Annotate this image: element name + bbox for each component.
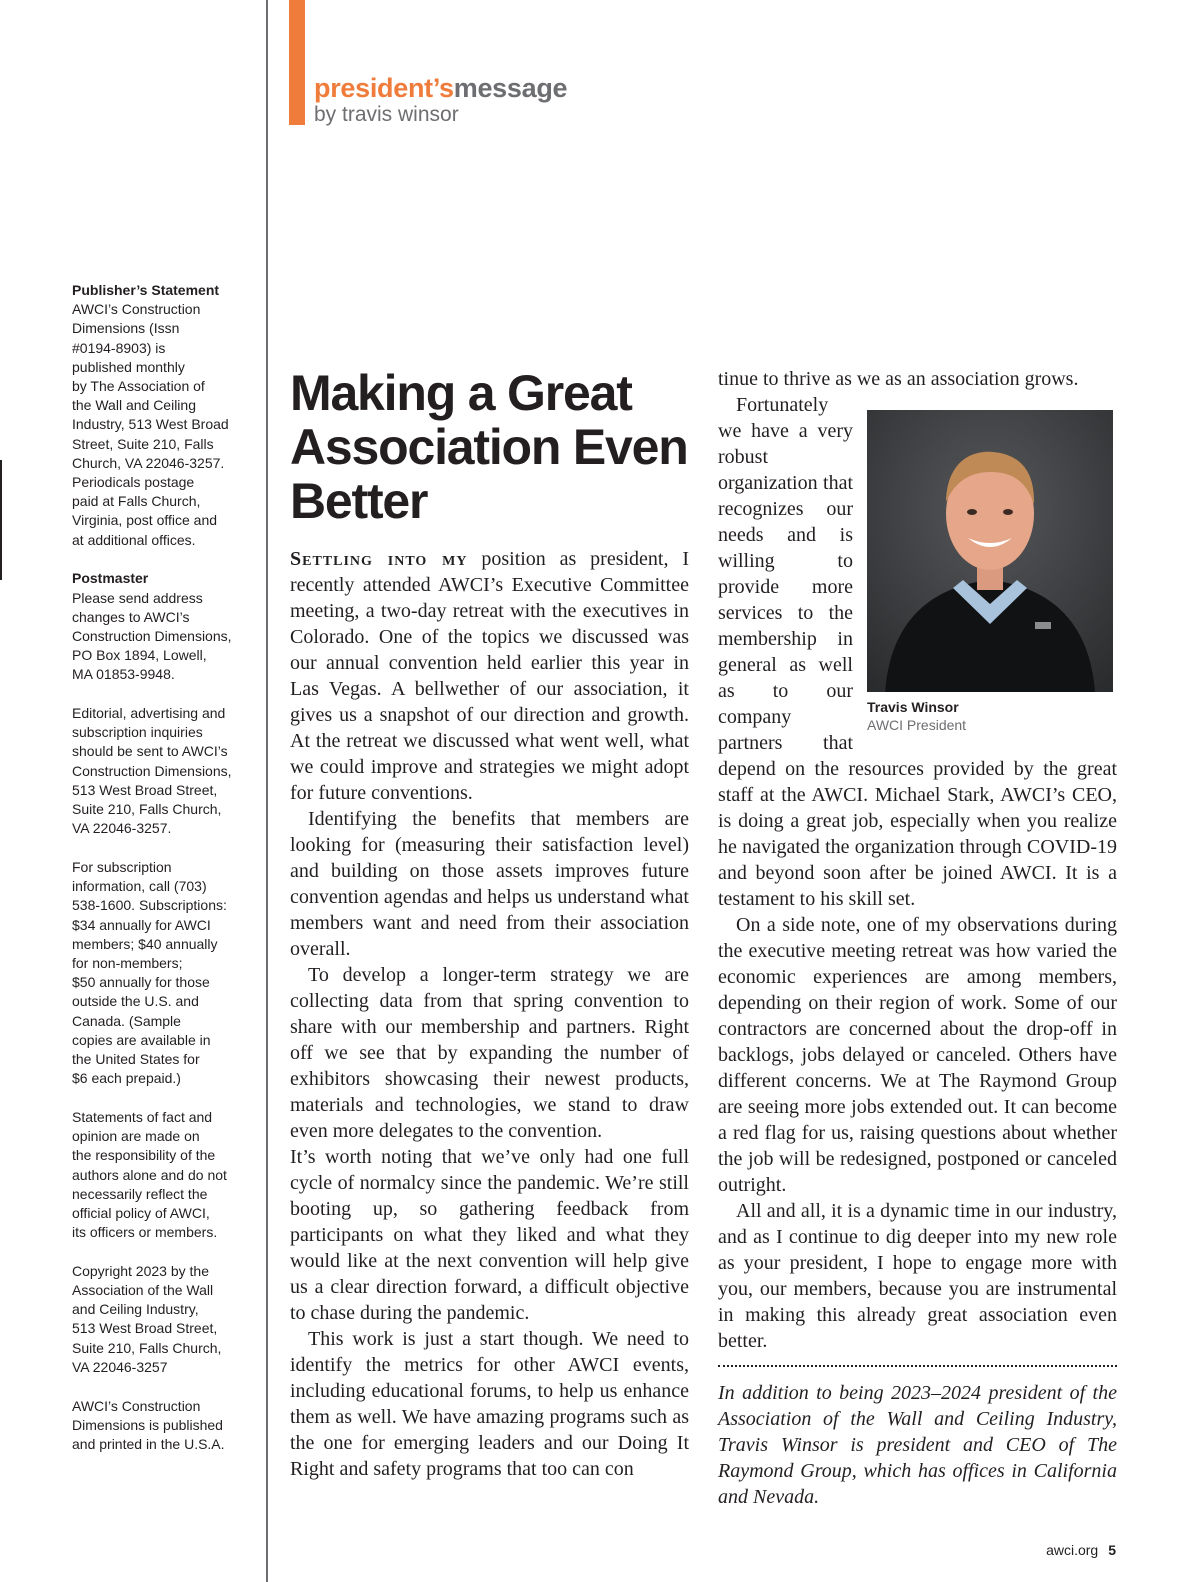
- postmaster-heading: Postmaster: [72, 570, 149, 587]
- author-photo-block: [867, 410, 1117, 734]
- paragraph-6: Fortunately we have a very robust organization that recognizes our needs and is willing to provide more services to the membership in general as well as to our company partners that depend on the resources provided by the great staff at the AWCI. Michael Stark, AWCI’s CEO, is doing a great job, especially when you realize he navigated the organization through COVID-19 and beyond soon after be joined AWCI. It is a testament to his skill set.: [718, 394, 1117, 910]
- paragraph-4: It’s worth noting that we’ve only had one full cycle of normalcy since the pandemic. We’re still booting up, so gathering feedback from participants on what they liked and what they would like at the next convention will help give us a clear direction forward, a difficult objective to chase during the pandemic.: [290, 1146, 689, 1324]
- author-photo: [867, 410, 1113, 692]
- article-column-2: [718, 366, 1117, 1354]
- author-bio: In addition to being 2023–2024 president of the Association of the Wall and Ceiling Industry, Travis Winsor is president and CEO of The Raymond Group, which has offices in California and Nevada.: [718, 1382, 1117, 1508]
- printed-block: AWCI’s Construction Dimensions is published and printed in the U.S.A.: [72, 1397, 225, 1452]
- footer-site: awci.org: [1046, 1542, 1099, 1558]
- paragraph-5-continued: tinue to thrive as we as an association grows.: [718, 368, 1079, 390]
- paragraph-7: On a side note, one of my observations during the executive meeting retreat was how varied the economic experiences are among members, depending on their region of work. Some of our contractors are concerned about the drop-off in backlogs, jobs delayed or canceled. Others have different concerns. We at The Raymond Group are seeing more jobs extended out. It can become a red flag for us, raising questions about whether the job will be redesigned, postponed or canceled outright.: [718, 914, 1117, 1196]
- paragraph-1: [290, 546, 689, 806]
- postmaster-block: [72, 569, 257, 684]
- page-footer: [1046, 1542, 1116, 1558]
- publisher-statement: [72, 281, 257, 550]
- postmaster-text: Please send address changes to AWCI’s Construction Dimensions, PO Box 1894, Lowell, MA 01853-9948.: [72, 589, 232, 683]
- paragraph-3: To develop a longer-term strategy we are collecting data from that spring convention to share with our membership and partners. Right off we see that by expanding the number of exhibitors showcasing their newest products, materials and technologies, we stand to draw even more delegates to the convention.: [290, 964, 689, 1142]
- article-column-1: [290, 546, 689, 1482]
- page-number: 5: [1108, 1542, 1116, 1558]
- byline: by travis winsor: [314, 103, 459, 126]
- publisher-sidebar: [72, 281, 257, 1474]
- subscription-block: For subscription information, call (703) 538-1600. Subscriptions: $34 annually for AWCI members; $40 annually for non-members; $50 annually for those outside the U.S. and Canada. (Sample copies are available in the United States for $6 each prepaid.): [72, 858, 227, 1087]
- section-title-part-1: president’s: [314, 73, 454, 103]
- publisher-heading: Publisher’s Statement: [72, 282, 220, 298]
- article-headline: Making a Great Association Even Better: [290, 365, 688, 529]
- page-divider: [266, 0, 268, 1582]
- copyright-block: Copyright 2023 by the Association of the Wall and Ceiling Industry, 513 West Broad Street, Suite 210, Falls Church, VA 22046-3257: [72, 1262, 222, 1375]
- edge-mark: [0, 460, 2, 580]
- editorial-block: Editorial, advertising and subscription inquiries should be sent to AWCI’s Construction Dimensions, 513 West Broad Street, Suite 210, Falls Church, VA 22046-3257.: [72, 705, 232, 837]
- publisher-text: AWCI’s Construction Dimensions (Issn #0194-8903) is published monthly by The Association of the Wall and Ceiling Industry, 513 West Broad Street, Suite 210, Falls Church, VA 22046-3257. Periodicals postage paid at Falls Church, Virginia, post office and at additional offices.: [72, 301, 229, 548]
- paragraph-5: This work is just a start though. We need to identify the metrics for other AWCI events, including educational forums, to help us enhance them as well. We have amazing programs such as the one for emerging leaders and our Doing It Right and safety programs that too can con: [290, 1328, 689, 1480]
- section-title-part-2: message: [453, 73, 568, 103]
- photo-caption-name: Travis Winsor: [867, 699, 959, 715]
- dotted-divider: [718, 1365, 1117, 1367]
- lead-in: Settling into my: [290, 548, 468, 570]
- statements-block: Statements of fact and opinion are made on the responsibility of the authors alone and do not necessarily reflect the official policy of AWCI, its officers or members.: [72, 1108, 227, 1241]
- paragraph-8: All and all, it is a dynamic time in our industry, and as I continue to dig deeper into my new role as your president, I hope to engage more with you, our members, because you are instrumental in making this already great association even better.: [718, 1200, 1117, 1352]
- paragraph-1-text: position as president, I recently attended AWCI’s Executive Committee meeting, a two-day retreat with the executives in Colorado. One of the topics we discussed was our annual convention held earlier this year in Las Vegas. A bellwether of our association, it gives us a snapshot of our direction and growth. At the retreat we discussed what went well, what we could improve and strategies we might adopt for future conventions.: [290, 548, 690, 804]
- section-accent-bar: [289, 0, 305, 125]
- section-title: [314, 72, 567, 104]
- paragraph-2: Identifying the benefits that members are looking for (measuring their satisfaction level) and building on those assets improves future convention agendas and helps us understand what members want and need from their association overall.: [290, 808, 689, 960]
- photo-caption-role: AWCI President: [867, 717, 967, 733]
